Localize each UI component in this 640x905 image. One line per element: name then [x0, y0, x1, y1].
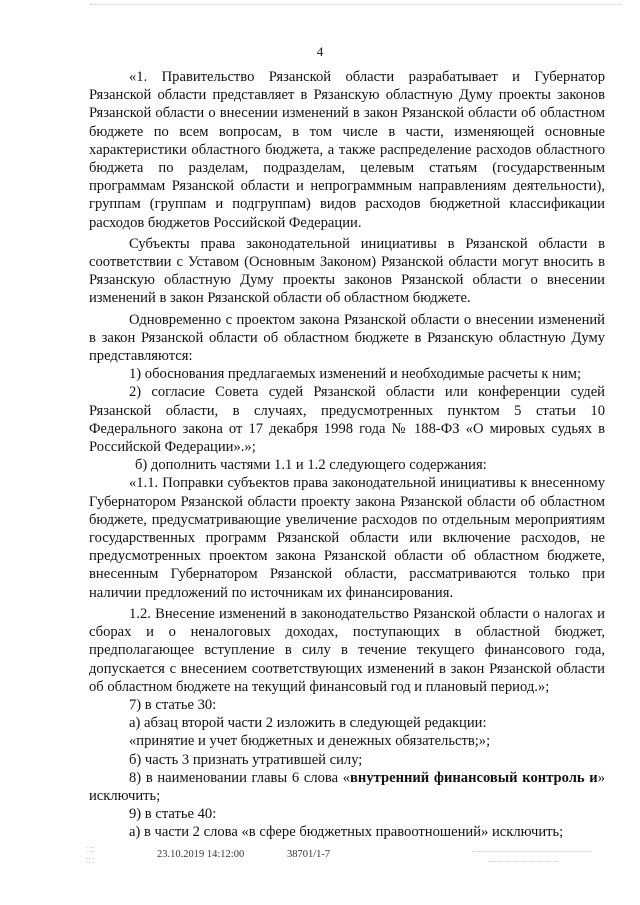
paragraph-part-1-2: 1.2. Внесение изменений в законодательство Рязанской области о налогах и сборах и о неналоговых доходах, поступающих в областной бюджет, предполагающее вступление в силу в течение текущего финансового года, допускается с внесением соответствующих изменений в закон Рязанской области об областном бюджете на текущий финансовый год и плановый период.»;: [89, 605, 605, 695]
chapter-6-text-after: » исключить;: [89, 769, 605, 804]
paragraph-part1: «1. Правительство Рязанской области разрабатывает и Губернатор Рязанской области представляет в Рязанскую областную Думу проекты законов Рязанской области о внесении изменений в закон Рязанской области об областном бюджете по всем вопросам, в том числе в части, изменяющей основные характеристики областного бюджета, а также распределение расходов областного бюджета по разделам, подразделам, целевым статьям (государственным программам Рязанской области и непрограммным направлениям деятельности), группам (группам и подгруппам) видов расходов бюджетной классификации расходов бюджетов Российской Федерации.: [89, 69, 605, 231]
list-item-2: 2) согласие Совета судей Рязанской области или конференции судей Рязанской области, в случаях, предусмотренных пунктом 5 статьи 10 Федерального закона от 17 декабря 1998 года № 188-ФЗ «О мировых судьях в Российской Федерации».»;: [89, 384, 605, 456]
paragraph-article-40: 9) в статье 40:: [129, 806, 217, 823]
document-body: [89, 68, 605, 842]
faint-stamp-left: ∷∶ ∶∷: [86, 845, 95, 867]
paragraph-article-30: 7) в статье 30:: [129, 696, 217, 713]
paragraph-part-1-1: «1.1. Поправки субъектов права законодательной инициативы к внесенному Губернатором Рязанской области проекту закона Рязанской области об областном бюджете, предусматривающие увеличение расходов по отдельным мероприятиям государственных программ Рязанской области или включение расходов, не предусмотренных проектом закона Рязанской области об областном бюджете, внесенным Губернатором Рязанской области, рассматриваются только при наличии предложений по источникам их финансирования.: [89, 475, 605, 601]
chapter-6-text-before: 8) в наименовании главы 6 слова «: [129, 769, 351, 786]
paragraph-article-30-b: б) часть 3 признать утратившей силу;: [129, 751, 363, 768]
chapter-6-bold-words: внутренний финансовый контроль и: [350, 769, 598, 786]
paragraph-article-40-a: а) в части 2 слова «в сфере бюджетных правоотношений» исключить;: [129, 824, 564, 841]
page-number: 4: [316, 44, 324, 59]
faint-signature-stamp: [472, 846, 592, 868]
paragraph-initiative-subjects: Субъекты права законодательной инициативы в Рязанской области в соответствии с Уставом (Основным Законом) Рязанской области могут вносить в Рязанскую областную Думу проекты законов Рязанской области о внесении изменений в закон Рязанской области об областном бюджете.: [89, 235, 605, 307]
paragraph-article-30-a: а) абзац второй части 2 изложить в следующей редакции:: [129, 715, 487, 732]
paragraph-simultaneously: Одновременно с проектом закона Рязанской области о внесении изменений в закон Рязанской области об областном бюджете в Рязанскую областную Думу представляются:: [89, 311, 605, 365]
paragraph-chapter-6: [89, 769, 605, 805]
paragraph-add-parts: б) дополнить частями 1.1 и 1.2 следующего содержания:: [135, 457, 487, 474]
list-item-1: 1) обоснования предлагаемых изменений и необходимые расчеты к ним;: [129, 366, 582, 383]
footer-datetime: 23.10.2019 14:12:00: [157, 849, 245, 860]
paragraph-article-30-quote: «принятие и учет бюджетных и денежных обязательств;»;: [129, 733, 491, 750]
scan-edge-line: [90, 4, 620, 7]
footer-doc-id: 38701/1-7: [287, 849, 331, 860]
